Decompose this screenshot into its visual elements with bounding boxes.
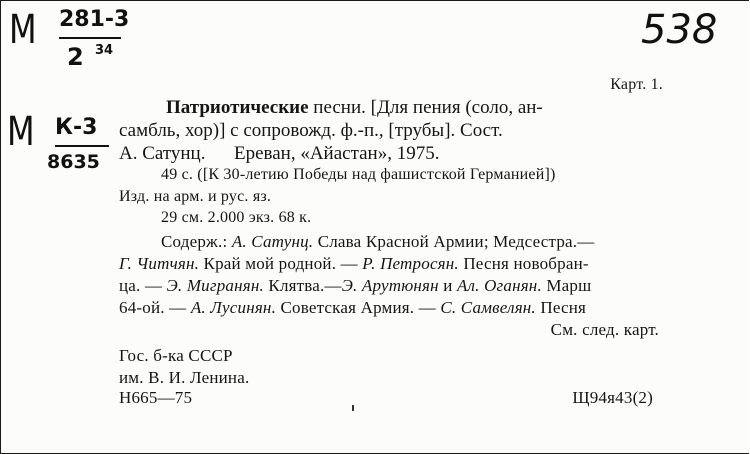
contents-label: Содерж.: <box>161 232 232 251</box>
contents-author-3: Р. Петросян. <box>362 254 459 273</box>
contents-text-1: Слава Красной Армии; Медсестра.— <box>313 232 595 251</box>
contents-line-4 <box>119 298 586 318</box>
contents-text-3: Песня новобран- <box>458 254 589 273</box>
contents-author-8: С. Самвелян. <box>440 298 536 317</box>
contents-line-2 <box>119 254 589 274</box>
handwritten-shelf-denominator: 2 <box>67 43 84 71</box>
contents-line-1 <box>161 232 594 252</box>
title-line-2: самбль, хор)] с сопровожд. ф.-п., [трубы]. Сост. <box>119 120 503 141</box>
contents-author-1: А. Сатунц. <box>231 232 314 251</box>
contents-author-7: А. Лусинян. <box>190 298 277 317</box>
handwritten-card-number: 538 <box>641 7 718 53</box>
language-line: Изд. на арм. и рус. яз. <box>119 188 272 205</box>
library-name: Гос. б-ка СССР <box>119 346 233 365</box>
handwritten-m-middle: М <box>7 109 35 155</box>
title-line-1 <box>166 97 543 119</box>
contents-text-7: Марш <box>541 276 592 295</box>
contents-text-5: Клятва.— <box>263 276 342 295</box>
catalog-code-right: Щ94я43(2) <box>572 388 653 407</box>
handwritten-number: 8635 <box>47 151 100 173</box>
card-label: Карт. 1. <box>610 76 663 93</box>
ink-speck <box>352 405 354 411</box>
title-bold: Патриотические <box>166 97 309 118</box>
contents-author-6: Ал. Оганян. <box>456 276 542 295</box>
contents-author-2: Г. Читчян. <box>119 254 200 273</box>
pagination-line: 49 с. ([К 30-летию Победы над фашистской Германией]) <box>161 166 556 183</box>
size-line: 29 см. 2.000 экз. 68 к. <box>161 209 312 226</box>
see-next-card: См. след. карт. <box>550 320 659 339</box>
title-rest: песни. [Для пения (соло, ан- <box>308 97 543 118</box>
contents-author-4: Э. Мигранян. <box>166 276 264 295</box>
contents-text-2: Край мой родной. — <box>199 254 363 273</box>
contents-text-6: и <box>438 276 457 295</box>
handwritten-k3: К-3 <box>55 115 98 140</box>
library-name-2: им. В. И. Ленина. <box>119 368 250 387</box>
title-line-3: А. Сатунц. Ереван, «Айастан», 1975. <box>119 143 440 164</box>
contents-text-9: Советская Армия. — <box>276 298 441 317</box>
contents-line-3 <box>119 276 591 296</box>
contents-text-4: ца. — <box>119 276 167 295</box>
contents-text-8: 64-ой. — <box>119 298 191 317</box>
handwritten-fraction-line-2 <box>55 145 109 147</box>
handwritten-shelf-superscript: 34 <box>95 43 114 58</box>
contents-text-10: Песня <box>535 298 587 317</box>
handwritten-m-top: М <box>9 7 37 53</box>
handwritten-shelf-numerator: 281-3 <box>59 7 130 32</box>
catalog-code-left: Н665—75 <box>119 388 193 407</box>
contents-author-5: Э. Арутюнян <box>341 276 439 295</box>
handwritten-fraction-line <box>59 37 121 39</box>
